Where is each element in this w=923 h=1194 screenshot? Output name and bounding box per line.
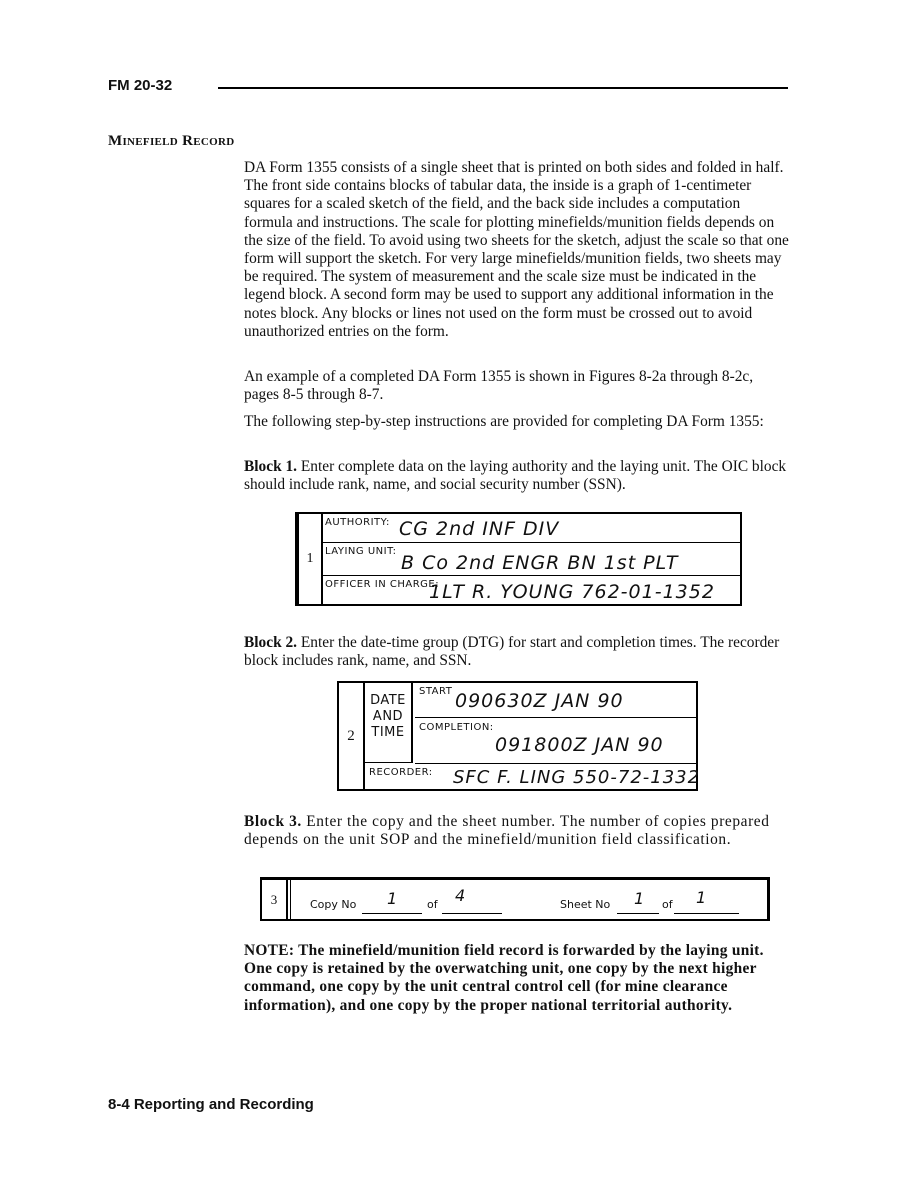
header-rule (218, 87, 788, 89)
sheet-of-value: 1 (696, 888, 708, 907)
block-3-text: Enter the copy and the sheet number. The number of copies prepared depends on the unit SOP and the minefield/munition field classification. (244, 813, 770, 849)
section-title: Minefield Record (108, 133, 235, 149)
laying-unit-label: LAYING UNIT: (325, 546, 397, 557)
sheet-of-blank (674, 913, 739, 914)
recorder-value: SFC F. LING 550-72-1332 (453, 767, 701, 788)
paragraph-block-2 (244, 634, 789, 670)
copy-no-value: 1 (387, 889, 399, 908)
block-2-label: Block 2. (244, 634, 298, 651)
form-2-number: 2 (339, 683, 365, 789)
block-1-label: Block 1. (244, 458, 298, 475)
copy-no-label: Copy No (310, 898, 357, 911)
paragraph-instructions-intro: The following step-by-step instructions are provided for completing DA Form 1355: (244, 413, 764, 430)
sheet-no-blank (617, 913, 659, 914)
paragraph-block-1 (244, 458, 789, 494)
start-row (415, 683, 696, 718)
recorder-row (365, 764, 701, 791)
completion-value: 091800Z JAN 90 (495, 734, 664, 756)
block-2-text: Enter the date-time group (DTG) for start and completion times. The recorder block includes rank, name, and SSN. (244, 634, 780, 670)
laying-unit-row (321, 543, 740, 576)
completion-label: COMPLETION: (419, 722, 494, 733)
paragraph-form-description: DA Form 1355 consists of a single sheet that is printed on both sides and folded in half. The front side contains blocks of tabular data, the inside is a graph of 1-centimeter squares for a scaled sketch of the field, and the back side includes a computation formula and instructions. The scale for plotting minefields/munition fields depends on the size of the field. To avoid using two sheets for the sketch, adjust the scale so that one form will support the sketch. For very large minefields/munition fields, two sheets may be required. The system of measurement and the scale size must be indicated in the legend block. A second form may be used to support any additional information in the notes block. Any blocks or lines not used on the form must be crossed out to avoid unauthorized entries on the form. (244, 159, 789, 340)
oic-value: 1LT R. YOUNG 762-01-1352 (429, 581, 715, 603)
paragraph-example-reference: An example of a completed DA Form 1355 is shown in Figures 8-2a through 8-2c, pages 8-5 through 8-7. (244, 368, 754, 404)
date-time-cell (365, 683, 413, 763)
recorder-label: RECORDER: (369, 767, 433, 778)
form-1-number: 1 (299, 514, 323, 604)
page-footer: 8-4 Reporting and Recording (108, 1096, 314, 1113)
note-paragraph: NOTE: The minefield/munition field record is forwarded by the laying unit. One copy is retained by the overwatching unit, one copy by the next higher command, one copy by the unit central control cell (for mine clearance information), and one copy by the proper national territorial authority. (244, 942, 764, 1014)
authority-value: CG 2nd INF DIV (399, 518, 560, 540)
oic-label: OFFICER IN CHARGE: (325, 579, 440, 590)
and-label: AND (372, 709, 404, 724)
copy-no-blank (362, 913, 422, 914)
start-value: 090630Z JAN 90 (455, 690, 624, 712)
start-label: START (419, 686, 453, 697)
sheet-no-label: Sheet No (560, 898, 611, 911)
copy-of-blank (442, 913, 502, 914)
form-block-2 (337, 681, 701, 791)
time-label: TIME (371, 725, 405, 740)
completion-row (415, 718, 696, 764)
paragraph-block-3 (244, 813, 789, 849)
laying-unit-value: B Co 2nd ENGR BN 1st PLT (401, 552, 679, 574)
authority-label: AUTHORITY: (325, 517, 390, 528)
oic-row (321, 576, 740, 604)
block-3-label: Block 3. (244, 813, 302, 830)
block-1-text: Enter complete data on the laying authority and the laying unit. The OIC block should include rank, name, and social security number (SSN). (244, 458, 787, 494)
form-block-3 (260, 877, 770, 921)
running-head: FM 20-32 (108, 77, 173, 94)
copy-of-label: of (427, 898, 438, 911)
date-label: DATE (370, 693, 406, 708)
form-3-number: 3 (262, 880, 288, 919)
copy-of-value: 4 (455, 886, 467, 905)
authority-row (321, 514, 740, 543)
sheet-of-label: of (662, 898, 673, 911)
form-block-1 (295, 512, 742, 606)
sheet-no-value: 1 (634, 889, 646, 908)
